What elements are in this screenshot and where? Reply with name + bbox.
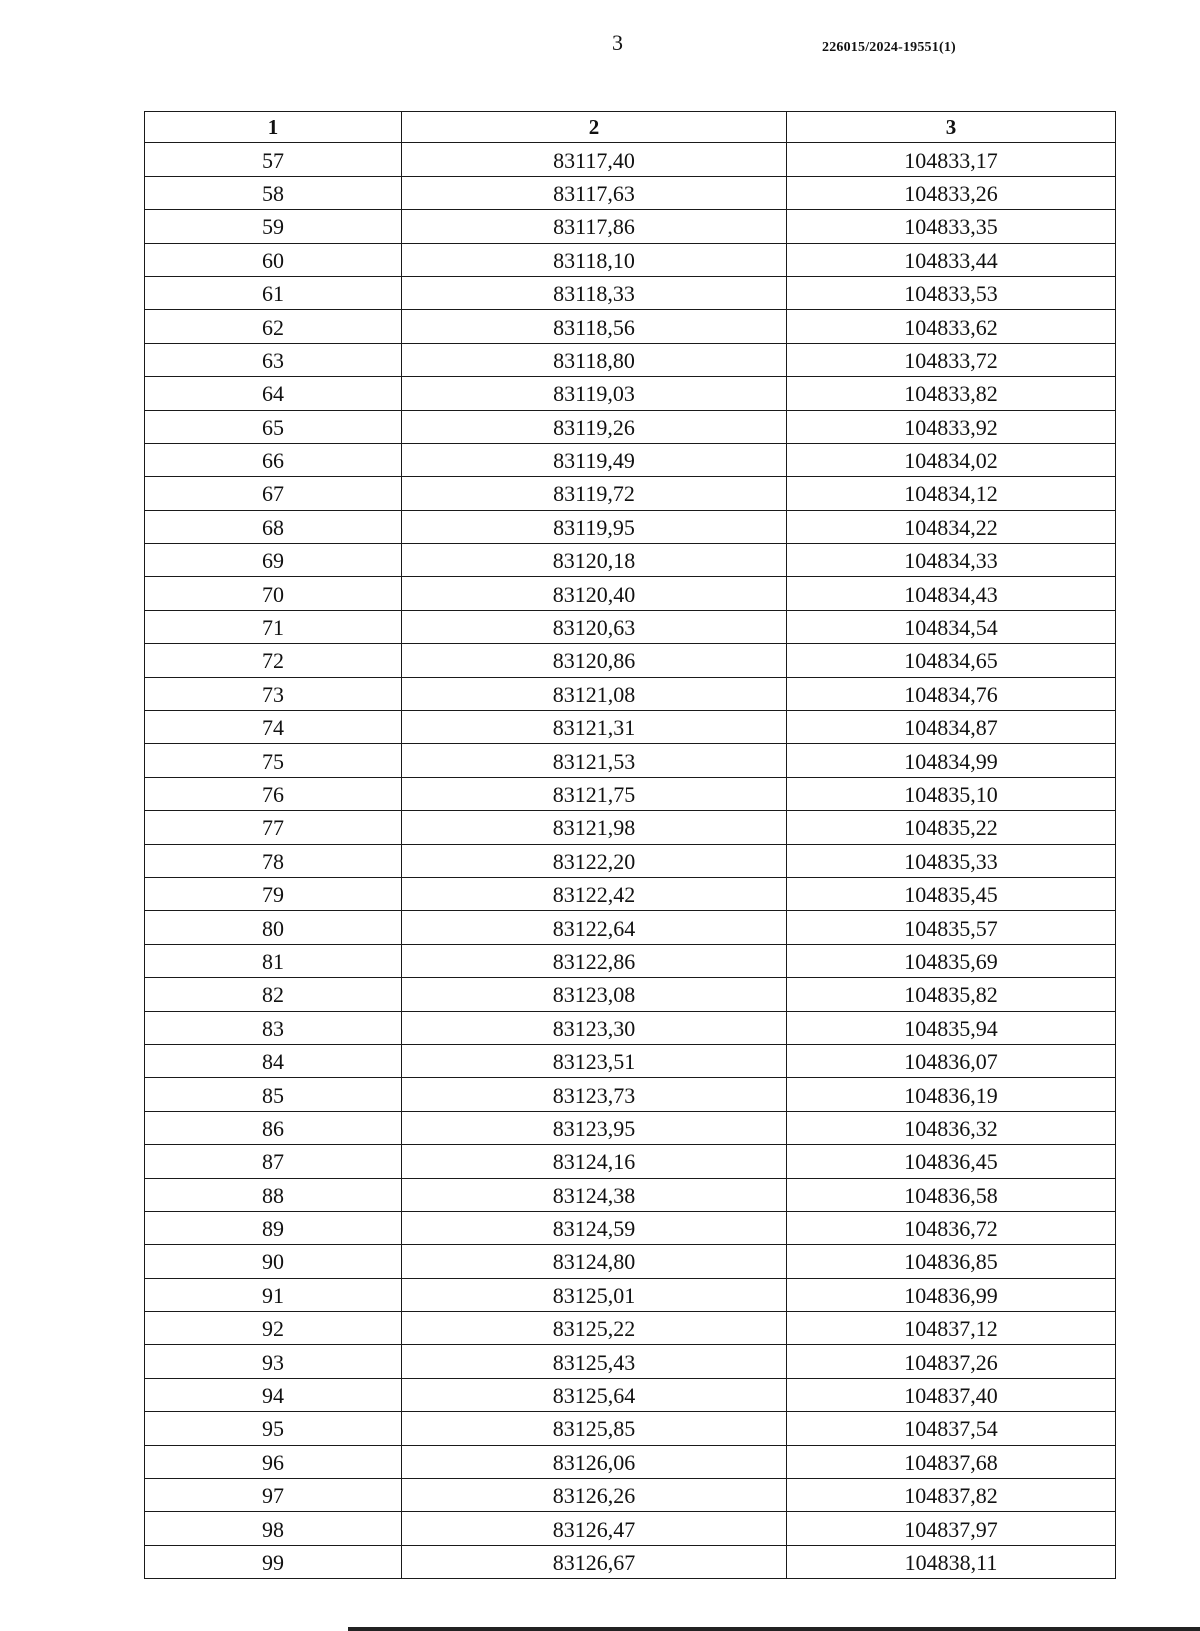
coordinate-y-cell: 104836,07 [787,1044,1116,1077]
table-body [145,143,1116,1579]
table-row [145,510,1116,543]
coordinate-x-cell: 83121,31 [402,711,787,744]
table-header-row [145,112,1116,143]
table-row [145,944,1116,977]
row-number-cell: 71 [145,610,402,643]
coordinate-x-cell: 83125,85 [402,1412,787,1445]
table-row [145,1445,1116,1478]
coordinate-y-cell: 104838,11 [787,1545,1116,1578]
row-number-cell: 68 [145,510,402,543]
coordinate-x-cell: 83122,42 [402,877,787,910]
row-number-cell: 81 [145,944,402,977]
row-number-cell: 99 [145,1545,402,1578]
row-number-cell: 78 [145,844,402,877]
table-row [145,911,1116,944]
row-number-cell: 61 [145,276,402,309]
coordinate-y-cell: 104834,12 [787,477,1116,510]
row-number-cell: 89 [145,1211,402,1244]
coordinate-y-cell: 104836,85 [787,1245,1116,1278]
table-row [145,1512,1116,1545]
coordinate-y-cell: 104835,22 [787,811,1116,844]
table-row [145,1245,1116,1278]
coordinate-x-cell: 83117,40 [402,143,787,176]
row-number-cell: 97 [145,1479,402,1512]
table-row [145,176,1116,209]
coordinate-y-cell: 104833,17 [787,143,1116,176]
table-row [145,143,1116,176]
coordinate-y-cell: 104836,32 [787,1111,1116,1144]
coordinate-y-cell: 104837,40 [787,1378,1116,1411]
coordinate-x-cell: 83120,40 [402,577,787,610]
coordinate-y-cell: 104834,76 [787,677,1116,710]
row-number-cell: 77 [145,811,402,844]
table-row [145,1111,1116,1144]
coordinate-x-cell: 83122,20 [402,844,787,877]
row-number-cell: 91 [145,1278,402,1311]
table-row [145,1044,1116,1077]
table-row [145,844,1116,877]
coordinate-y-cell: 104834,33 [787,544,1116,577]
coordinate-y-cell: 104834,43 [787,577,1116,610]
table-row [145,677,1116,710]
coordinate-x-cell: 83125,43 [402,1345,787,1378]
coordinate-y-cell: 104835,10 [787,777,1116,810]
column-header-1: 1 [145,112,402,143]
coordinate-x-cell: 83124,59 [402,1211,787,1244]
coordinate-x-cell: 83117,63 [402,176,787,209]
coordinate-x-cell: 83124,16 [402,1145,787,1178]
column-header-2: 2 [402,112,787,143]
row-number-cell: 75 [145,744,402,777]
row-number-cell: 92 [145,1312,402,1345]
coordinate-y-cell: 104833,92 [787,410,1116,443]
table-row [145,777,1116,810]
row-number-cell: 98 [145,1512,402,1545]
coordinate-y-cell: 104836,99 [787,1278,1116,1311]
coordinate-y-cell: 104836,19 [787,1078,1116,1111]
coordinate-y-cell: 104836,72 [787,1211,1116,1244]
coordinate-x-cell: 83118,80 [402,343,787,376]
table-row [145,877,1116,910]
table-row [145,1345,1116,1378]
coordinate-y-cell: 104834,99 [787,744,1116,777]
table-row [145,343,1116,376]
coordinate-x-cell: 83125,64 [402,1378,787,1411]
table-row [145,711,1116,744]
coordinate-y-cell: 104837,54 [787,1412,1116,1445]
coordinate-x-cell: 83122,64 [402,911,787,944]
coordinate-x-cell: 83120,63 [402,610,787,643]
coordinate-x-cell: 83119,49 [402,443,787,476]
coordinate-y-cell: 104835,45 [787,877,1116,910]
coordinate-y-cell: 104834,02 [787,443,1116,476]
row-number-cell: 90 [145,1245,402,1278]
table-row [145,1078,1116,1111]
row-number-cell: 74 [145,711,402,744]
coordinate-y-cell: 104833,44 [787,243,1116,276]
coordinate-y-cell: 104836,45 [787,1145,1116,1178]
coordinate-y-cell: 104837,12 [787,1312,1116,1345]
coordinate-x-cell: 83123,30 [402,1011,787,1044]
coordinate-y-cell: 104833,62 [787,310,1116,343]
coordinate-x-cell: 83121,75 [402,777,787,810]
coordinate-x-cell: 83118,10 [402,243,787,276]
table-row [145,1378,1116,1411]
coordinate-x-cell: 83121,98 [402,811,787,844]
table-row [145,1479,1116,1512]
coordinate-x-cell: 83117,86 [402,210,787,243]
row-number-cell: 65 [145,410,402,443]
table-row [145,610,1116,643]
table-row [145,644,1116,677]
coordinate-y-cell: 104837,26 [787,1345,1116,1378]
coordinate-y-cell: 104833,72 [787,343,1116,376]
coordinate-y-cell: 104833,26 [787,176,1116,209]
row-number-cell: 83 [145,1011,402,1044]
coordinate-x-cell: 83124,38 [402,1178,787,1211]
table-row [145,410,1116,443]
table-row [145,1545,1116,1578]
row-number-cell: 95 [145,1412,402,1445]
row-number-cell: 76 [145,777,402,810]
row-number-cell: 72 [145,644,402,677]
coordinate-x-cell: 83126,06 [402,1445,787,1478]
coordinate-y-cell: 104834,54 [787,610,1116,643]
table-row [145,210,1116,243]
row-number-cell: 88 [145,1178,402,1211]
coordinate-y-cell: 104834,87 [787,711,1116,744]
table-row [145,1011,1116,1044]
coordinate-y-cell: 104835,69 [787,944,1116,977]
coordinate-y-cell: 104837,82 [787,1479,1116,1512]
coordinate-y-cell: 104835,33 [787,844,1116,877]
row-number-cell: 79 [145,877,402,910]
coordinate-y-cell: 104835,57 [787,911,1116,944]
coordinate-y-cell: 104833,82 [787,377,1116,410]
coordinate-x-cell: 83121,08 [402,677,787,710]
table-row [145,1278,1116,1311]
row-number-cell: 80 [145,911,402,944]
row-number-cell: 87 [145,1145,402,1178]
coordinate-x-cell: 83123,95 [402,1111,787,1144]
coordinate-y-cell: 104835,94 [787,1011,1116,1044]
bottom-rule [348,1627,1200,1631]
coordinate-x-cell: 83126,67 [402,1545,787,1578]
coordinate-x-cell: 83118,56 [402,310,787,343]
table-row [145,1412,1116,1445]
coordinate-x-cell: 83120,18 [402,544,787,577]
coordinate-y-cell: 104836,58 [787,1178,1116,1211]
row-number-cell: 60 [145,243,402,276]
table-row [145,744,1116,777]
coordinate-x-cell: 83126,47 [402,1512,787,1545]
row-number-cell: 70 [145,577,402,610]
table-row [145,1145,1116,1178]
row-number-cell: 63 [145,343,402,376]
table-row [145,978,1116,1011]
row-number-cell: 96 [145,1445,402,1478]
row-number-cell: 94 [145,1378,402,1411]
coordinate-y-cell: 104835,82 [787,978,1116,1011]
coordinate-x-cell: 83119,95 [402,510,787,543]
table-row [145,1312,1116,1345]
table-row [145,276,1116,309]
row-number-cell: 67 [145,477,402,510]
coordinate-x-cell: 83123,51 [402,1044,787,1077]
coordinate-x-cell: 83122,86 [402,944,787,977]
coordinate-y-cell: 104833,35 [787,210,1116,243]
row-number-cell: 64 [145,377,402,410]
row-number-cell: 69 [145,544,402,577]
column-header-3: 3 [787,112,1116,143]
row-number-cell: 86 [145,1111,402,1144]
table-row [145,310,1116,343]
table-row [145,443,1116,476]
coordinate-x-cell: 83124,80 [402,1245,787,1278]
page-number: 3 [612,30,623,55]
coordinate-x-cell: 83119,03 [402,377,787,410]
coordinate-x-cell: 83123,73 [402,1078,787,1111]
coordinate-x-cell: 83125,22 [402,1312,787,1345]
row-number-cell: 62 [145,310,402,343]
row-number-cell: 82 [145,978,402,1011]
table-row [145,243,1116,276]
coordinate-x-cell: 83121,53 [402,744,787,777]
row-number-cell: 84 [145,1044,402,1077]
row-number-cell: 59 [145,210,402,243]
coordinate-x-cell: 83119,26 [402,410,787,443]
coordinate-x-cell: 83126,26 [402,1479,787,1512]
document-reference: 226015/2024-19551(1) [822,40,956,55]
row-number-cell: 85 [145,1078,402,1111]
coordinate-x-cell: 83119,72 [402,477,787,510]
table-row [145,477,1116,510]
row-number-cell: 66 [145,443,402,476]
coordinate-x-cell: 83118,33 [402,276,787,309]
table-row [145,1211,1116,1244]
table-row [145,544,1116,577]
row-number-cell: 57 [145,143,402,176]
coordinate-y-cell: 104834,65 [787,644,1116,677]
coordinate-x-cell: 83125,01 [402,1278,787,1311]
row-number-cell: 58 [145,176,402,209]
coordinate-x-cell: 83123,08 [402,978,787,1011]
coordinate-y-cell: 104833,53 [787,276,1116,309]
table-row [145,811,1116,844]
coordinates-table [144,111,1116,1579]
coordinate-y-cell: 104834,22 [787,510,1116,543]
coordinate-y-cell: 104837,97 [787,1512,1116,1545]
row-number-cell: 73 [145,677,402,710]
table-row [145,577,1116,610]
table-row [145,1178,1116,1211]
coordinate-y-cell: 104837,68 [787,1445,1116,1478]
table-row [145,377,1116,410]
row-number-cell: 93 [145,1345,402,1378]
coordinate-x-cell: 83120,86 [402,644,787,677]
